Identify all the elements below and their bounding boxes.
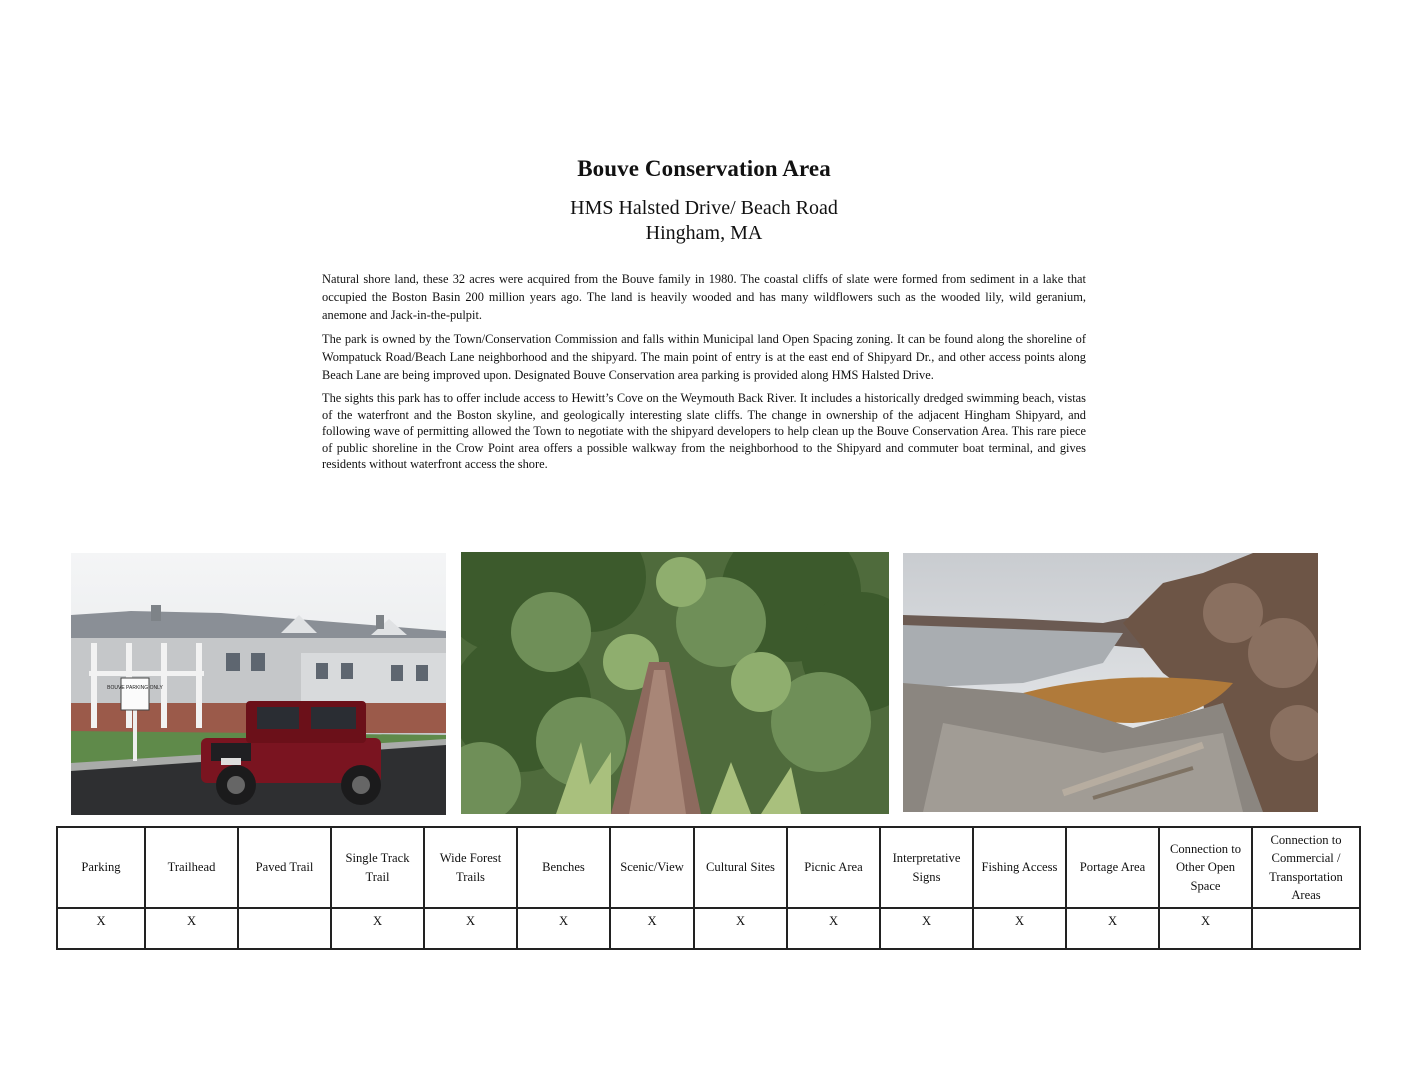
address-line-city: Hingham, MA (645, 222, 763, 244)
header-trailhead: Trailhead (145, 827, 238, 908)
sign-text: BOUVE PARKING ONLY (107, 685, 163, 691)
value-picnic-area: X (787, 908, 880, 949)
paragraph-ownership: The park is owned by the Town/Conservation Commission and falls within Municipal land Open Spacing zoning. It can be found along the shoreline of Wompatuck Road/Beach Lane neighborhood and the shipyard. The main point of entry is at the east end of Shipyard Dr., and other access points along Beach Lane are being improved upon. Designated Bouve Conservation area parking is provided along HMS Halsted Drive. (322, 332, 1086, 382)
value-benches: X (517, 908, 610, 949)
header-picnic-area: Picnic Area (787, 827, 880, 908)
value-parking: X (57, 908, 145, 949)
photo-trail (461, 552, 889, 814)
paragraph-history: Natural shore land, these 32 acres were acquired from the Bouve family in 1980. The coastal cliffs of slate were formed from sediment in a lake that occupied the Boston Basin 200 million years ago. The land is heavily wooded and has many wildflowers such as the wooded lily, wild geranium, anemone and Jack-in-the-pulpit. (322, 272, 1086, 322)
value-fishing-access: X (973, 908, 1066, 949)
value-portage-area: X (1066, 908, 1159, 949)
description (322, 270, 1086, 479)
header-scenic-view: Scenic/View (610, 827, 694, 908)
amenities-value-row (57, 908, 1360, 949)
value-scenic-view: X (610, 908, 694, 949)
header-connection-open-space: Connection to Other Open Space (1159, 827, 1252, 908)
photo-parking (71, 553, 446, 815)
photo-shoreline (903, 553, 1318, 812)
header-fishing-access: Fishing Access (973, 827, 1066, 908)
header-single-track-trail: Single Track Trail (331, 827, 424, 908)
value-connection-commercial (1252, 908, 1360, 949)
amenities-table (56, 826, 1361, 950)
amenities-header-row (57, 827, 1360, 908)
header-paved-trail: Paved Trail (238, 827, 331, 908)
header-wide-forest-trails: Wide Forest Trails (424, 827, 517, 908)
value-single-track-trail: X (331, 908, 424, 949)
header-portage-area: Portage Area (1066, 827, 1159, 908)
header-benches: Benches (517, 827, 610, 908)
address-line-street: HMS Halsted Drive/ Beach Road (570, 197, 838, 219)
header-cultural-sites: Cultural Sites (694, 827, 787, 908)
value-interpretative-signs: X (880, 908, 973, 949)
value-trailhead: X (145, 908, 238, 949)
value-wide-forest-trails: X (424, 908, 517, 949)
value-paved-trail (238, 908, 331, 949)
header-interpretative-signs: Interpretative Signs (880, 827, 973, 908)
value-connection-open-space: X (1159, 908, 1252, 949)
value-cultural-sites: X (694, 908, 787, 949)
address-block (0, 196, 1408, 246)
page-title: Bouve Conservation Area (577, 156, 831, 181)
paragraph-sights: The sights this park has to offer include access to Hewitt’s Cove on the Weymouth Back River. It includes a historically dredged swimming beach, vistas of the waterfront and the Boston skyline, and geologically interesting slate cliffs. The change in ownership of the adjacent Hingham Shipyard, and following wave of permitting allowed the Town to negotiate with the shipyard developers to help clean up the Bouve Conservation Area. This rare piece of public shoreline in the Crow Point area offers a possible walkway from the neighborhood to the Shipyard and commuter boat terminal, and gives residents without waterfront access the shore. (322, 391, 1086, 471)
header-parking: Parking (57, 827, 145, 908)
header-connection-commercial: Connection to Commercial / Transportation Areas (1252, 827, 1360, 908)
